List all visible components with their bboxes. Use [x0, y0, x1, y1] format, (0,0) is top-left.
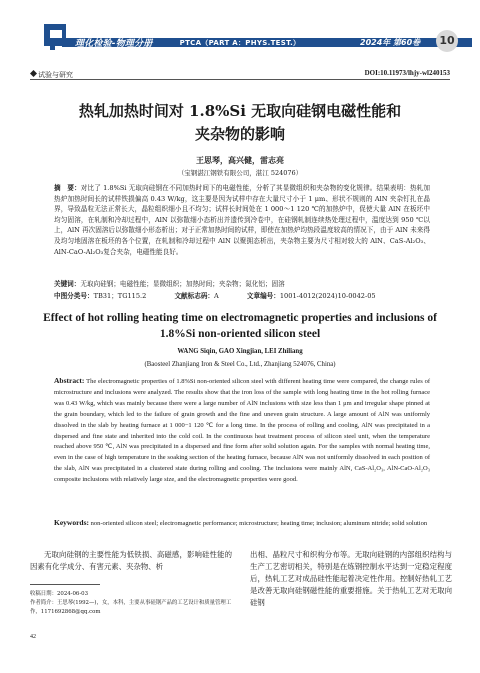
en-keywords-label: Keywords:: [54, 518, 89, 527]
section-marker-icon: [30, 70, 37, 77]
body-column-right: 出相、晶粒尺寸和织构分布等。无取向硅钢的内部组织结构与生产工艺密切相关，特别是在炼钢控制水平达到一定稳定程度后，热轧工艺对成品硅性能起着决定性作用。控制好热轧工艺是改善无取向硅钢磁性能的重要措施。关于热轧工艺对无取向硅钢: [250, 550, 452, 607]
en-abstract: [54, 376, 430, 486]
journal-logo-icon: [40, 20, 74, 54]
doi[interactable]: DOI:10.11973/lhjy-wl240153: [364, 69, 450, 77]
en-abstract-text: The electromagnetic properties of 1.8%Si non-oriented silicon steel with different heating time were compared, the change rules of microstructure and inclusions were analyzed. The results show that the iron loss of the sample with long heating time in the hot rolling furnace was 0.43 W/kg, which was mainly because there were a large number of AlN inclusions with size less than 1 μm and irregular shape pinned at the grain boundary, which led to the failure of grain growth and the fine and uneven grain structure. A large amount of AlN was uniformly dissolved in the slab by heating furnace at 1 000−1 120 ℃ for a long time. In the process of rolling and cooling, AlN was precipitated in a dispersed and fine state and inherited into the cold coil. In the continuous heat treatment process of silicon steel unit, when the temperature reached above 950 ℃, AlN was precipitated in a dispersed and fine form after solid solution again. For the samples with normal heating time, even in the case of high temperature in the soaking section of the heating furnace, because AlN was not uniformly dissolved in each position of the slab, AlN was precipitated in a clustered state during rolling and cooling. The inclusions were mainly AlN, CaS-Al₂O₃, AlN-CaO-Al₂O₃ composite inclusions with relatively large size, and the electromagnetic properties were good.: [54, 378, 430, 484]
en-affiliation: (Baosteel Zhanjiang Iron & Steel Co., Ltd., Zhanjiang 524076, China): [144, 361, 336, 368]
cn-title-line2: 夹杂物的影响: [194, 125, 285, 143]
cn-abstract-text: 对比了 1.8%Si 无取向硅钢在不同加热时间下的电磁性能，分析了其显微组织和夹杂物的变化规律。结果表明：热轧加热炉加热时间长的试样铁损偏高 0.43 W/kg，这主要是因为试样中存在大量尺寸小于 1 μm、形状不规则的 AlN 夹杂钉扎在晶界，导致晶粒无法正常长大，晶粒组织细小且不均匀；试样长时间处在 1 000～1 120 ℃的加热炉中，促使大量 AlN 在板坯中均匀固溶，在轧制和冷却过程中，AlN 以弥散细小态析出并遗传到冷卷中，在硅钢轧制连续热处理过程中，温度达到 950 ℃以上，AlN 再次固溶后以弥散细小形态析出；对于正常加热时间的试样，即使在加热炉均热段温度较高的情况下，由于 AlN 未来得及均匀地固溶在板坯的各个位置，在轧制和冷却过程中 AlN 以聚拥态析出，夹杂物主要为尺寸相对较大的 AlN、CaS-Al₂O₃、AlN-CaO-Al₂O₃复合夹杂，电磁性能良好。: [54, 184, 430, 256]
en-title: [0, 310, 480, 342]
cn-abstract: [54, 183, 430, 257]
author-bio: 作者简介：王思琴(1992—)，女，本科，主要从事硅钢产品的工艺设计和质量管理工作，1171692868@qq.com: [30, 600, 232, 615]
en-title-line2: 1.8%Si non-oriented silicon steel: [159, 328, 321, 340]
page-number: 42: [30, 634, 36, 640]
article-no-label: 文章编号：: [246, 292, 280, 300]
volume-label: 2024年 第60卷: [360, 38, 421, 47]
issue-badge: 10: [436, 30, 458, 52]
en-title-line1: Effect of hot rolling heating time on electromagnetic properties and inclusions of: [43, 312, 437, 324]
en-keywords: [54, 518, 430, 530]
en-abstract-label: Abstract:: [54, 376, 85, 385]
received-date: 收稿日期：2024-06-03: [30, 591, 89, 597]
en-keywords-text: non-oriented silicon steel; electromagnetic performance; microstructure; heating time; inclusion; aluminum nitride; solid solution: [90, 520, 428, 527]
en-authors: WANG Siqin, GAO Xingjian, LEI Zhiliang: [177, 348, 303, 355]
article-no-value: 1001-4012(2024)10-0042-05: [279, 292, 376, 300]
cn-title: [0, 100, 480, 146]
header-rule: [30, 79, 450, 80]
doc-code-label: 文献标志码：: [174, 292, 215, 300]
clc-value: TB31；TG115.2: [93, 292, 147, 300]
cn-title-line1: 热轧加热时间对 1.8%Si 无取向硅钢电磁性能和: [78, 102, 402, 120]
journal-logo-text: 理化检验-物理分册: [75, 39, 153, 49]
footnote-rule: [30, 584, 100, 585]
cn-affiliation: （宝钢湛江钢铁有限公司，湛江 524076）: [177, 169, 303, 177]
footnote: [30, 590, 232, 617]
section-tag: 试验与研究: [38, 71, 73, 79]
body-column-left: 无取向硅钢的主要性能为低铁损、高磁感，影响硅性能的因素有化学成分、有害元素、夹杂物、析: [30, 550, 232, 571]
cn-abstract-label: 摘 要：: [54, 184, 81, 192]
cn-authors: 王思琴，高兴健，雷志亮: [196, 155, 284, 165]
cn-keywords-text: 无取向硅钢；电磁性能；显微组织；加热时间；夹杂物；氮化铝；固溶: [80, 280, 285, 288]
clc-label: 中图分类号：: [54, 292, 94, 300]
cn-keywords-label: 关键词：: [54, 280, 81, 288]
cn-keywords: [54, 279, 430, 289]
cn-classification: [54, 290, 430, 300]
doc-code-value: A: [214, 292, 219, 300]
journal-name: PTCA（PART A：PHYS.TEST.）: [179, 39, 301, 47]
